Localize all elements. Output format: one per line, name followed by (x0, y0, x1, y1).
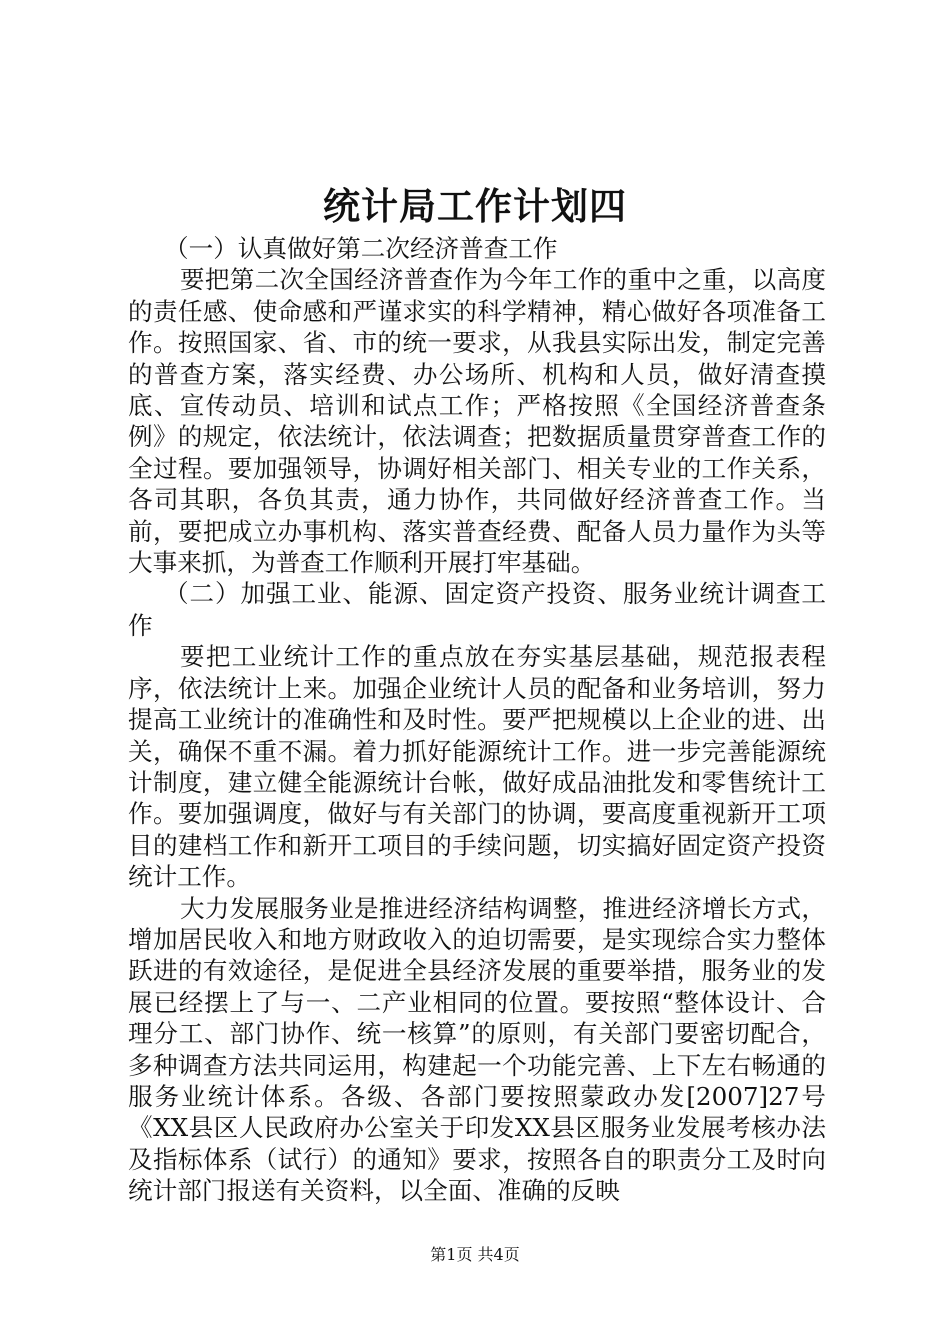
paragraph-1: 要把第二次全国经济普查作为今年工作的重中之重，以高度的责任感、使命感和严谨求实的科学精神，精心做好各项准备工作。按照国家、省、市的统一要求，从我县实际出发，制定完善的普查方案，落实经费、办公场所、机构和人员，做好清查摸底、宣传动员、培训和试点工作；严格按照《全国经济普查条例》的规定，依法统计，依法调查；把数据质量贯穿普查工作的全过程。要加强领导，协调好相关部门、相关专业的工作关系，各司其职，各负其责，通力协作，共同做好经济普查工作。当前，要把成立办事机构、落实普查经费、配备人员力量作为头等大事来抓，为普查工作顺利开展打牢基础。 (128, 265, 826, 578)
section-heading-1: （一）认真做好第二次经济普查工作 (164, 234, 558, 263)
section-heading-2: （二）加强工业、能源、固定资产投资、服务业统计调查工作 (128, 579, 826, 640)
paragraph-3: 大力发展服务业是推进经济结构调整，推进经济增长方式，增加居民收入和地方财政收入的迫切需要，是实现综合实力整体跃进的有效途径，是促进全县经济发展的重要举措，服务业的发展已经摆上了与一、二产业相同的位置。要按照“整体设计、合理分工、部门协作、统一核算”的原则，有关部门要密切配合，多种调查方法共同运用，构建起一个功能完善、上下左右畅通的服务业统计体系。各级、各部门要按照蒙政办发[2007]27号《XX县区人民政府办公室关于印发XX县区服务业发展考核办法及指标体系（试行）的通知》要求，按照各自的职责分工及时向统计部门报送有关资料，以全面、准确的反映 (128, 893, 826, 1206)
page-title: 统计局工作计划四 (323, 184, 627, 228)
document-body (128, 233, 826, 1207)
paragraph-2: 要把工业统计工作的重点放在夯实基层基础，规范报表程序，依法统计上来。加强企业统计人员的配备和业务培训，努力提高工业统计的准确性和及时性。要严把规模以上企业的进、出关，确保不重不漏。着力抓好能源统计工作。进一步完善能源统计制度，建立健全能源统计台帐，做好成品油批发和零售统计工作。要加强调度，做好与有关部门的协调，要高度重视新开工项目的建档工作和新开工项目的手续问题，切实搞好固定资产投资统计工作。 (128, 642, 826, 892)
page-footer: 第1页 共4页 (430, 1245, 520, 1264)
